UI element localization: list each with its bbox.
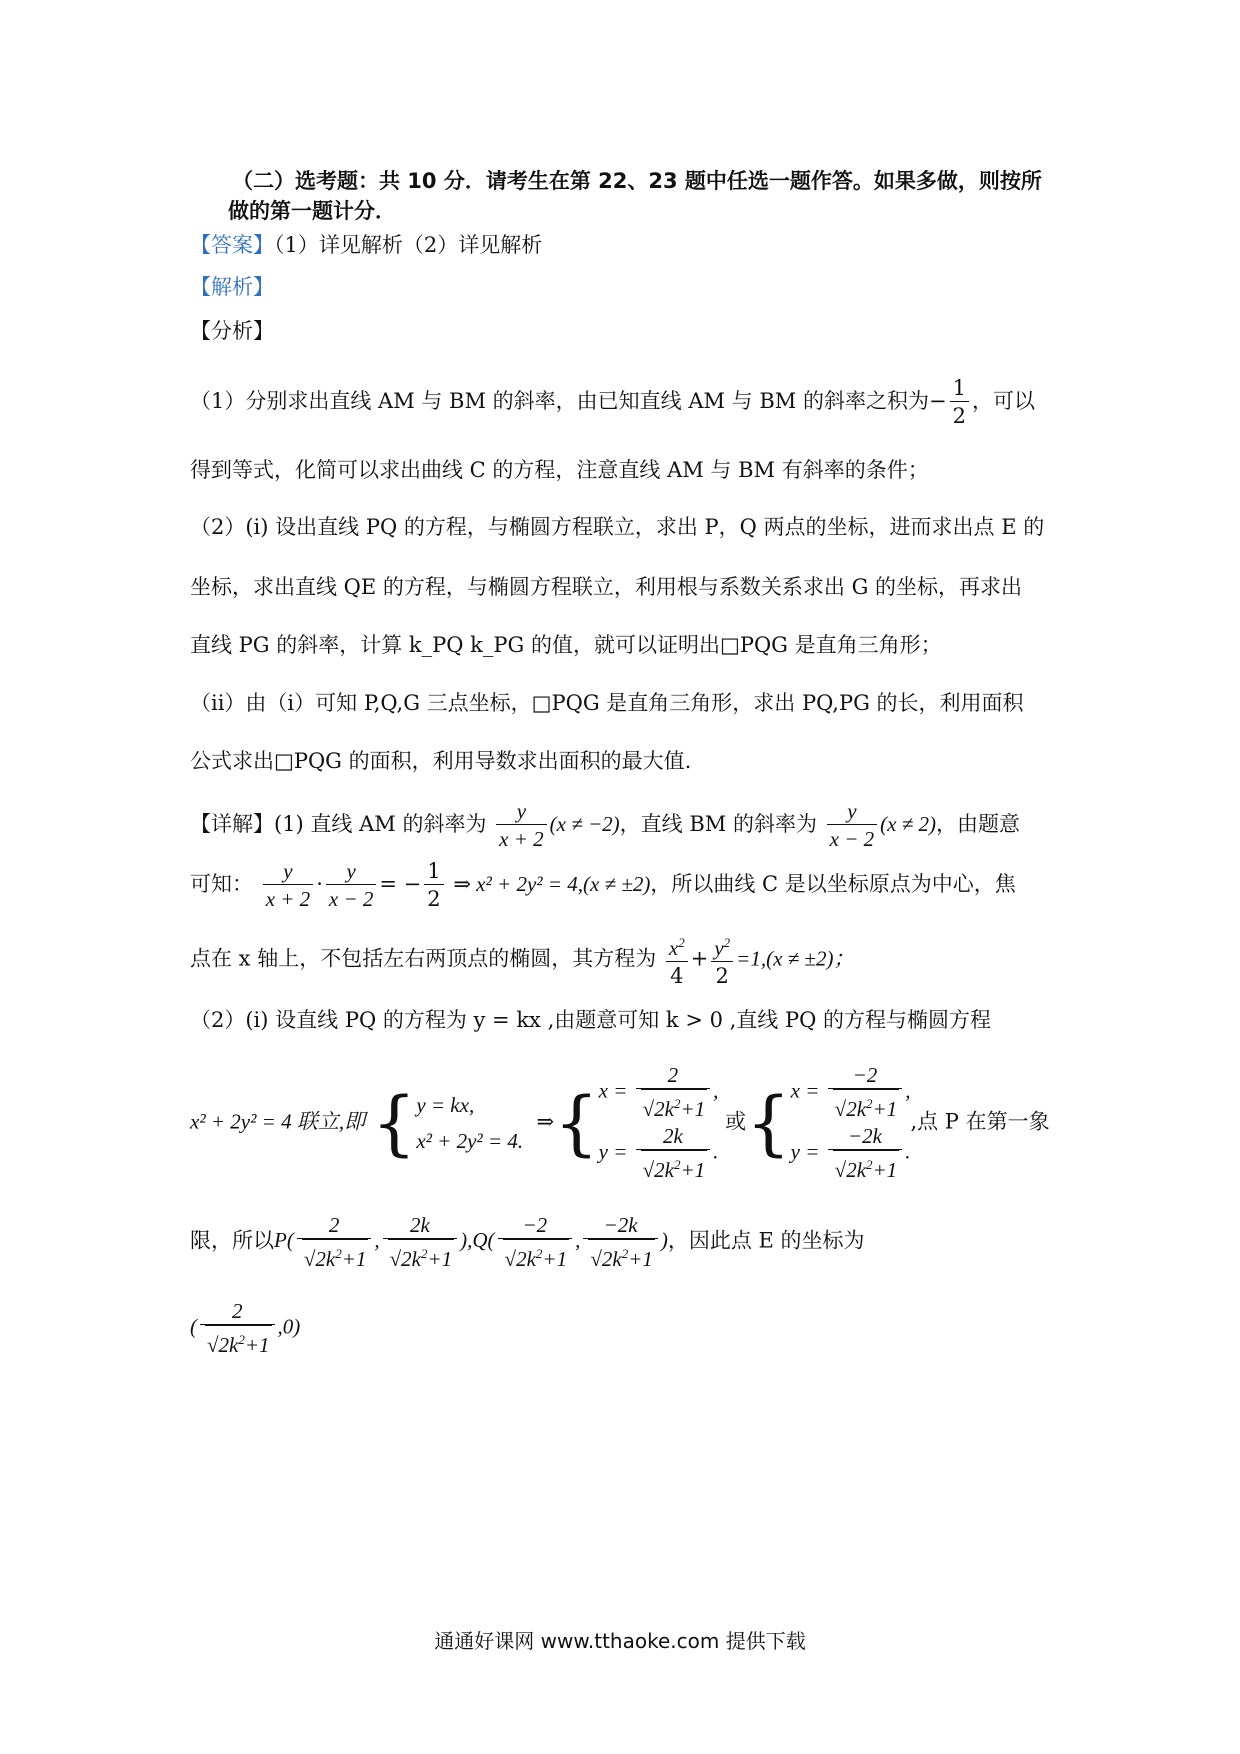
detail-d3-tail: =1,(x ≠ ±2)； bbox=[736, 946, 855, 971]
detail-line4: （2）(i) 设直线 PQ 的方程为 y = kx ,由题意可知 k > 0 ,直线 PQ 的方程与椭圆方程 bbox=[190, 1008, 991, 1032]
detail-line1: 【详解】(1) 直线 AM 的斜率为 $\frac{y}{x + 2}$ (x ≠ −2)，直线 BM 的斜率为 $\frac{y}{x - 2}$ (x ≠ 2)，由题意 bbox=[190, 799, 1020, 851]
point-p-coords: P( 2 √ $2k^2+1$ , 2k √ $2k^2+1$ ),Q( −2 √ $2k^2+1$ , −2k √ $2k^2+1$ ) bbox=[274, 1228, 668, 1252]
detail-tag: 【详解】 bbox=[190, 812, 274, 836]
section-header-line2: 做的第一题计分． bbox=[228, 199, 396, 223]
slope-bm-fraction: $\frac{y}{x - 2}$ bbox=[827, 798, 878, 853]
detail-d1-tail: ，由题意 bbox=[935, 812, 1020, 836]
solution-1: x = 2 √ $2k^2+1$ , y = 2k √ $2k^2+1$ . bbox=[599, 1062, 719, 1184]
y2-over-2: $\frac{y^2}{2}$ bbox=[711, 930, 733, 990]
fraction-half bbox=[950, 375, 969, 430]
analysis-p3a: （ii）由（i）可知 P,Q,G 三点坐标，□PQG 是直角三角形，求出 PQ,PG 的长，利用面积 bbox=[190, 691, 1024, 715]
detail-d6a: 限，所以 bbox=[190, 1228, 274, 1253]
footer-text: 通通好课网 www.tthaoke.com 提供下载 bbox=[434, 1629, 806, 1653]
fenxi-tag: 【分析】 bbox=[190, 319, 274, 343]
detail-d3a: 点在 x 轴上，不包括左右两顶点的椭圆，其方程为 bbox=[190, 946, 657, 971]
detail-d7: ,0) bbox=[277, 1314, 301, 1339]
analysis-p1a bbox=[190, 375, 1035, 430]
section-header-line1: （二）选考题：共 10 分．请考生在第 22、23 题中任选一题作答。如果多做，则按所 bbox=[232, 169, 1042, 193]
analysis-p1b: 得到等式，化简可以求出曲线 C 的方程，注意直线 AM 与 BM 有斜率的条件； bbox=[190, 458, 929, 482]
product-result-fraction: $\frac{1}{2}$ bbox=[424, 858, 443, 913]
sys-eq2: x² + 2y² = 4. bbox=[416, 1129, 524, 1153]
detail-d2a: 可知： bbox=[190, 872, 253, 896]
analysis-p1a-tail: ，可以 bbox=[971, 389, 1035, 413]
detail-d1a: (1) 直线 AM 的斜率为 bbox=[274, 812, 487, 836]
analysis-p1a-text: （1）分别求出直线 AM 与 BM 的斜率，由已知直线 AM 与 BM 的斜率之积为 bbox=[190, 389, 929, 413]
detail-d1-mid: ，直线 BM 的斜率为 bbox=[619, 812, 817, 836]
frac-den: 2 bbox=[952, 404, 966, 428]
answer-tag: 【答案】 bbox=[190, 233, 274, 257]
product-fraction-1: $\frac{y}{x + 2}$ bbox=[263, 858, 314, 913]
solution-2: x = −2 √ $2k^2+1$ , y = −2k √ $2k^2+1$ . bbox=[791, 1062, 911, 1184]
analysis-p3b: 公式求出□PQG 的面积，利用导数求出面积的最大值. bbox=[190, 749, 692, 773]
jiexi-tag: 【解析】 bbox=[190, 275, 274, 299]
point-e-coords: ( 2 √ $2k^2+1$ ,0) bbox=[190, 1298, 300, 1359]
frac-sign: − bbox=[928, 389, 947, 413]
detail-d6-tail: ，因此点 E 的坐标为 bbox=[667, 1228, 865, 1253]
detail-d5-tail: ,点 P 在第一象 bbox=[910, 1109, 1050, 1134]
detail-d5a: x² + 2y² = 4 联立,即 bbox=[190, 1109, 366, 1134]
detail-line3: 点在 x 轴上，不包括左右两顶点的椭圆，其方程为 $\frac{x^2}{4}$ + $\frac{y^2}{2}$ =1,(x ≠ ±2)； bbox=[190, 930, 854, 990]
analysis-p2b: 坐标，求出直线 QE 的方程，与椭圆方程联立，利用根与系数关系求出 G 的坐标，再求出 bbox=[190, 575, 1023, 599]
analysis-p2a: （2）(i) 设出直线 PQ 的方程，与椭圆方程联立，求出 P，Q 两点的坐标，进而求出点 E 的 bbox=[190, 515, 1045, 539]
frac-num: 1 bbox=[950, 375, 969, 402]
detail-line2: 可知： $\frac{y}{x + 2}$ · $\frac{y}{x - 2}$ = − $\frac{1}{2}$ ⇒ x² + 2y² = 4,(x ≠ ±2)，所以曲线 C 是以坐标原点为中心，焦 bbox=[190, 859, 1016, 911]
answer-line bbox=[190, 230, 542, 260]
x2-over-4: $\frac{x^2}{4}$ bbox=[666, 930, 688, 990]
or-word: 或 bbox=[725, 1109, 747, 1134]
detail-line6 bbox=[190, 1212, 865, 1273]
slope-am-fraction: $\frac{y}{x + 2}$ bbox=[496, 798, 547, 853]
analysis-p2c: 直线 PG 的斜率，计算 k_PQ k_PG 的值，就可以证明出□PQG 是直角三角形； bbox=[190, 633, 942, 657]
detail-d2-tail: ，所以曲线 C 是以坐标原点为中心，焦 bbox=[650, 872, 1016, 896]
product-fraction-2: $\frac{y}{x - 2}$ bbox=[326, 858, 377, 913]
detail-line5: x² + 2y² = 4 联立,即 { y = kx, x² + 2y² = 4. ⇒{ x = 2 √ $2k^2+1$ , y = 2k √ $2k^2+1$ . 或{ x = −2 √ $2k^2+1$ , y = −2k √ $2k^2+1$ . ,点 P 在第一象 bbox=[190, 1062, 1050, 1184]
answer-text: （1）详见解析（2）详见解析 bbox=[274, 233, 543, 257]
system-of-equations bbox=[416, 1087, 523, 1159]
sys-eq1: y = kx, bbox=[416, 1093, 475, 1117]
ellipse-equation-derived: ⇒ x² + 2y² = 4,(x ≠ ±2) bbox=[453, 872, 651, 896]
